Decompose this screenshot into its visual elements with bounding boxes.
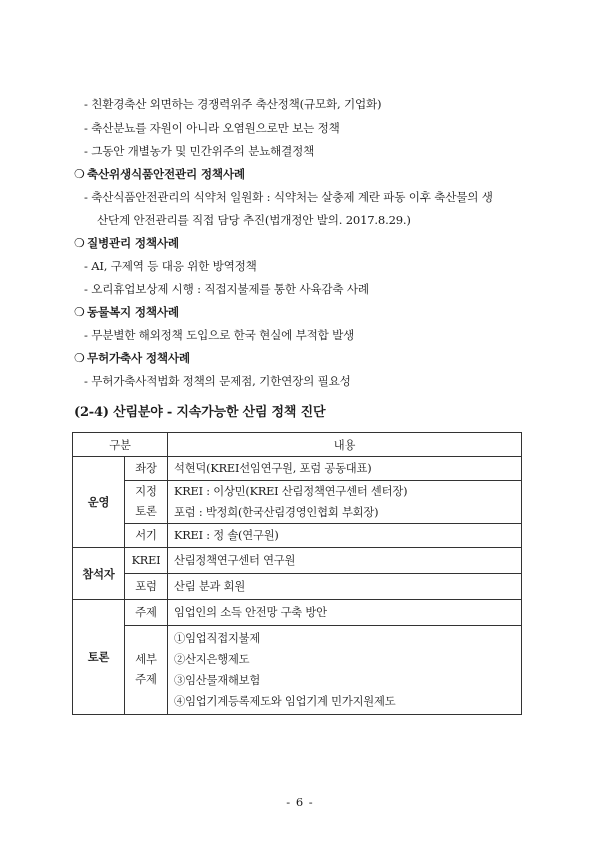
value-forum: 산림 분과 회원 (168, 574, 522, 600)
table-header-row (73, 433, 522, 457)
detail-item: ②산지은행제도 (174, 653, 250, 666)
label-secretary: 서기 (125, 524, 168, 548)
heading-text: 동물복지 정책사례 (87, 305, 179, 319)
header-category: 구분 (73, 433, 168, 457)
table-row (73, 574, 522, 600)
value-designated: KREI : 이상민(KREI 산림정책연구센터 센터장) (174, 485, 408, 498)
heading-unlicensed (74, 349, 190, 367)
heading-text: 축산위생식품안전관리 정책사례 (87, 167, 245, 181)
value-chair: 석현덕(KREI선임연구원, 포럼 공동대표) (168, 457, 522, 481)
table-row (73, 524, 522, 548)
detail-item: ①임업직접지불제 (174, 632, 261, 645)
table-row (73, 626, 522, 715)
heading-animal-welfare (74, 303, 179, 321)
detail-item: ④임업기계등록제도와 임업기계 민가지원제도 (174, 695, 396, 708)
bullet-manure-pollution: - 축산분뇨를 자원이 아니라 오염원으로만 보는 정책 (84, 121, 340, 135)
group-operation: 운영 (73, 457, 125, 548)
table-row (73, 481, 522, 524)
heading-disease (74, 234, 179, 252)
label-forum: 포럼 (125, 574, 168, 600)
detail-item: ③임산물재해보험 (174, 674, 261, 687)
forum-info-table (72, 432, 522, 715)
heading-text: 질병관리 정책사례 (87, 236, 179, 250)
label-detail-1: 세부 (135, 653, 157, 666)
value-discussion: 포럼 : 박정희(한국산림경영인협회 부회장) (174, 506, 379, 519)
table-row (73, 457, 522, 481)
circle-bullet-icon: ❍ (74, 236, 85, 250)
label-designated: 지정 (135, 485, 157, 498)
label-chair: 좌장 (125, 457, 168, 481)
heading-text: 무허가축사 정책사례 (87, 351, 190, 365)
bullet-animal-welfare: - 무분별한 해외정책 도입으로 한국 현실에 부적합 발생 (84, 328, 355, 342)
bullet-disease-1: - AI, 구제역 등 대응 위한 방역정책 (84, 259, 257, 273)
bullet-disease-2: - 오리휴업보상제 시행 : 직접지불제를 통한 사육감축 사례 (84, 282, 369, 296)
label-discussion: 토론 (135, 505, 157, 518)
value-designated-discussion (168, 481, 522, 524)
group-debate: 토론 (73, 600, 125, 715)
label-detail-2: 주제 (135, 673, 157, 686)
header-content: 내용 (168, 433, 522, 457)
table-row (73, 548, 522, 574)
value-secretary: KREI : 정 솔(연구원) (168, 524, 522, 548)
value-topic: 임업인의 소득 안전망 구축 방안 (168, 600, 522, 626)
bullet-food-safety-1: - 축산식품안전관리의 식약처 일원화 : 식약처는 살충제 계란 파동 이후 축산물의 생 (84, 190, 493, 204)
label-designated-discussion (125, 481, 168, 524)
circle-bullet-icon: ❍ (74, 351, 85, 365)
label-krei: KREI (125, 548, 168, 574)
bullet-food-safety-2: 산단계 안전관리를 직접 담당 추진(법개정안 발의. 2017.8.29.) (97, 213, 411, 227)
label-topic: 주제 (125, 600, 168, 626)
table-row (73, 600, 522, 626)
page-number: - 6 - (286, 795, 314, 809)
value-krei: 산림정책연구센터 연구원 (168, 548, 522, 574)
circle-bullet-icon: ❍ (74, 167, 85, 181)
section-title: (2-4) 산림분야 - 지속가능한 산림 정책 진단 (74, 405, 326, 420)
value-detail-topics (168, 626, 522, 715)
heading-food-safety (74, 165, 245, 183)
label-detail-topics (125, 626, 168, 715)
group-attendees: 참석자 (73, 548, 125, 600)
bullet-unlicensed: - 무허가축사적법화 정책의 문제점, 기한연장의 필요성 (84, 374, 351, 388)
bullet-eco-livestock: - 친환경축산 외면하는 경쟁력위주 축산정책(규모화, 기업화) (84, 97, 382, 111)
circle-bullet-icon: ❍ (74, 305, 85, 319)
bullet-manure-policy: - 그동안 개별농가 및 민간위주의 분뇨해결정책 (84, 144, 315, 158)
